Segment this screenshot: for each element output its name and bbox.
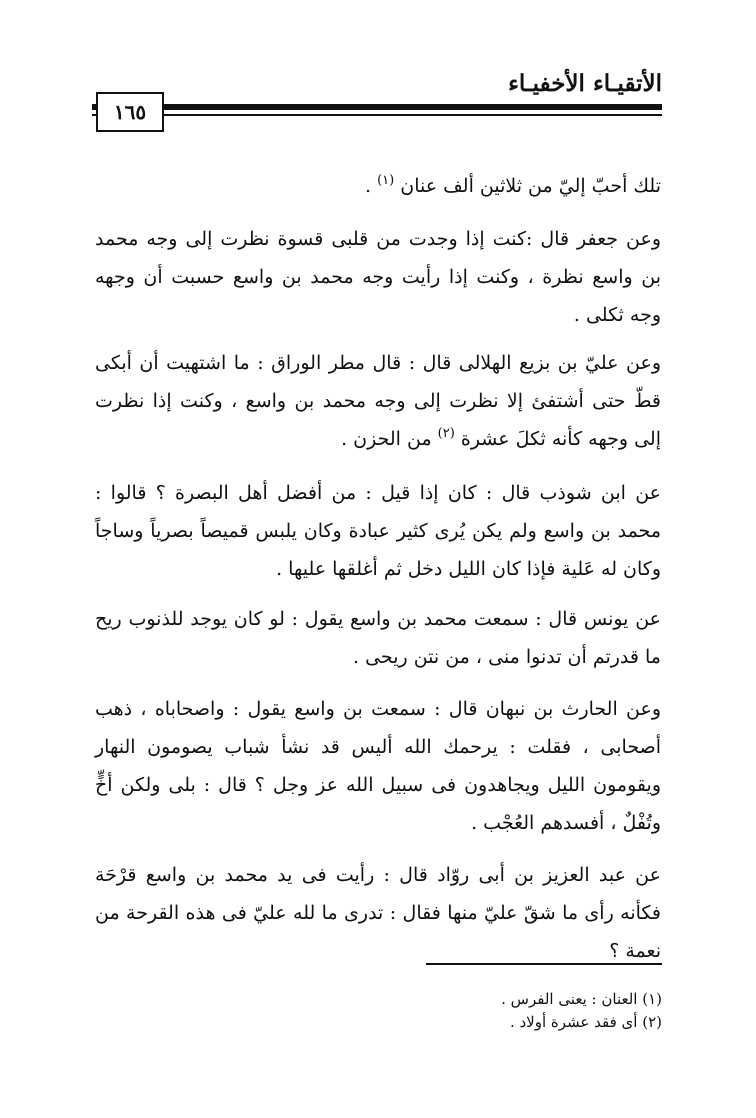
header-rule-thick	[92, 104, 662, 110]
book-title: الأتقيـاء الأخفيـاء	[508, 70, 662, 97]
paragraph-3	[95, 344, 661, 461]
footnote-ref-2: (٢)	[437, 426, 455, 441]
footnote-2: (٢) أى فقد عشرة أولاد .	[509, 1013, 662, 1031]
footnote-1: (١) العنان : يعنى الفرس .	[501, 990, 662, 1008]
page-number: ١٦٥	[113, 100, 147, 124]
paragraph-6: وعن الحارث بن نبهان قال : سمعت بن واسع يقول : واصحاباه ، ذهب أصحابى ، فقلت : يرحمك الله أليس قد نشأ شباب يصومون النهار ويقومون الليل ويجاهدون فى سبيل الله عز وجل ؟ قال : بلى ولكن أخٍّ وتُفْلٌ ، أفسدهم العُجْب .	[95, 698, 661, 834]
paragraph-1-end: .	[365, 175, 372, 197]
header-rule-thin	[92, 114, 662, 116]
paragraph-3-end: من الحزن .	[341, 428, 432, 450]
paragraph-1	[95, 167, 661, 208]
paragraph-5: عن يونس قال : سمعت محمد بن واسع يقول : لو كان يوجد للذنوب ريح ما قدرتم أن تدنوا منى ، من نتن ريحى .	[95, 608, 661, 668]
footnote-ref-1: (١)	[377, 173, 395, 188]
page-number-box	[96, 92, 164, 132]
paragraph-7: عن عبد العزيز بن أبى روّاد قال : رأيت فى يد محمد بن واسع قرْحَة فكأنه رأى ما شقّ عليّ منها فقال : تدرى ما لله عليّ فى هذه القرحة من نعمة ؟	[95, 864, 661, 962]
paragraph-4: عن ابن شوذب قال : كان إذا قيل : من أفضل أهل البصرة ؟ قالوا : محمد بن واسع ولم يكن يُرى كثير عبادة وكان يلبس قميصاً بصرياً وساجاً وكان له عَلية فإذا كان الليل دخل ثم أغلقها عليها .	[95, 482, 661, 580]
paragraph-1-text: تلك أحبّ إليّ من ثلاثين ألف عنان	[400, 175, 661, 197]
paragraph-2: وعن جعفر قال :كنت إذا وجدت من قلبى قسوة نظرت إلى وجه محمد بن واسع نظرة ، وكنت إذا رأيت وجه محمد بن واسع حسبت أن وجهه وجه ثكلى .	[95, 228, 661, 326]
paragraph-3-text: وعن عليّ بن بزيع الهلالى قال : قال مطر الوراق : ما اشتهيت أن أبكى قطّ حتى أشتفئ إلا نظرت إلى وجه محمد بن واسع ، وكنت إذا نظرت إلى وجهه كأنه ثكلَ عشرة	[95, 352, 661, 450]
footnote-separator	[426, 963, 662, 965]
